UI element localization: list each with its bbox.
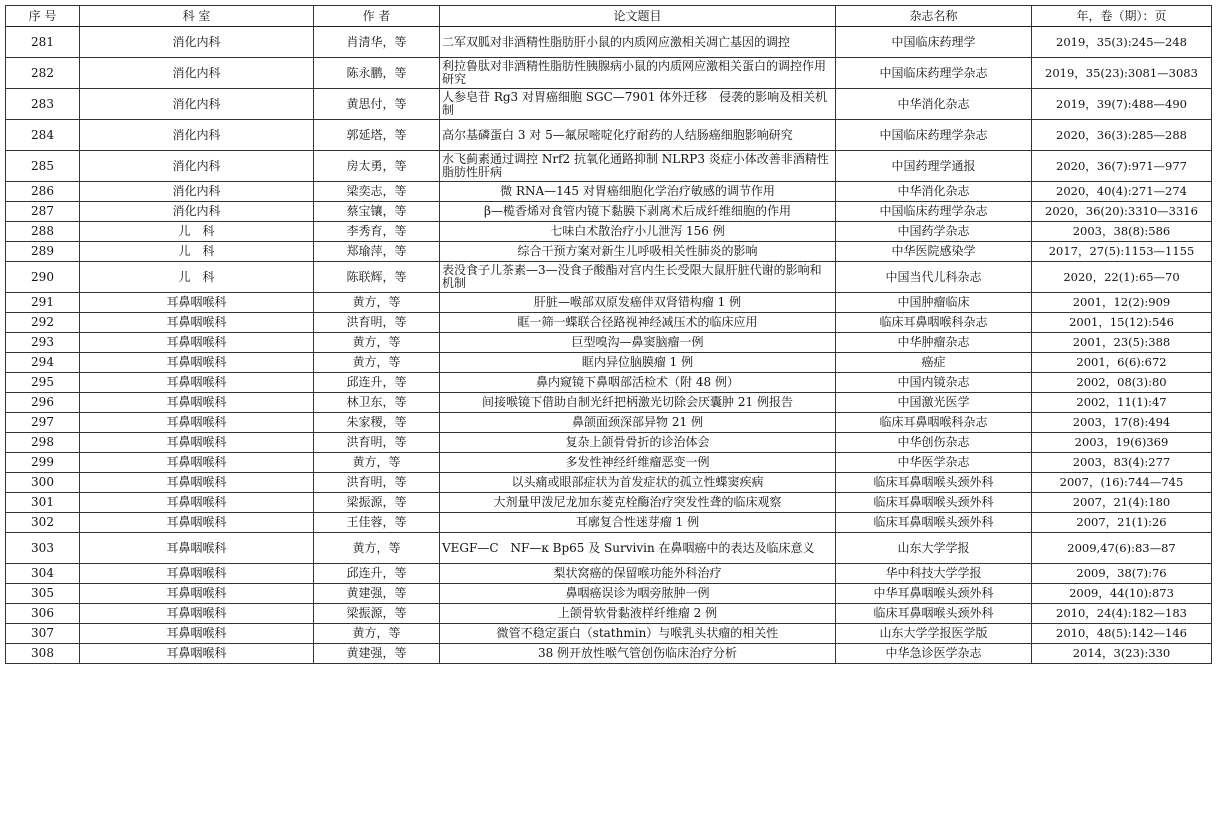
table-row bbox=[6, 313, 1212, 333]
cell-journal: 中国肿瘤临床 bbox=[836, 293, 1032, 313]
cell-author: 李秀育，等 bbox=[314, 222, 440, 242]
cell-department: 耳鼻咽喉科 bbox=[80, 533, 314, 564]
cell-department: 耳鼻咽喉科 bbox=[80, 333, 314, 353]
table-row bbox=[6, 120, 1212, 151]
cell-citation: 2007，21(1):26 bbox=[1032, 513, 1212, 533]
cell-citation: 2014，3(23):330 bbox=[1032, 644, 1212, 664]
cell-author: 黄方，等 bbox=[314, 453, 440, 473]
cell-author: 黄建强，等 bbox=[314, 584, 440, 604]
cell-citation: 2003，83(4):277 bbox=[1032, 453, 1212, 473]
cell-author: 洪育明，等 bbox=[314, 313, 440, 333]
cell-journal: 中国临床药理学杂志 bbox=[836, 58, 1032, 89]
cell-paper-title: 复杂上颌骨骨折的诊治体会 bbox=[440, 433, 836, 453]
cell-paper-title: β—榄香烯对食管内镜下黏膜下剥离术后成纤维细胞的作用 bbox=[440, 202, 836, 222]
cell-journal: 临床耳鼻咽喉科杂志 bbox=[836, 413, 1032, 433]
cell-author: 黄方，等 bbox=[314, 293, 440, 313]
cell-journal: 中国临床药理学杂志 bbox=[836, 202, 1032, 222]
cell-paper-title: 鼻咽癌误诊为咽旁脓肿一例 bbox=[440, 584, 836, 604]
cell-citation: 2003，17(8):494 bbox=[1032, 413, 1212, 433]
cell-paper-title: 人参皂苷 Rg3 对胃癌细胞 SGC—7901 体外迁移 侵袭的影响及相关机制 bbox=[440, 89, 836, 120]
cell-paper-title: 微 RNA—145 对胃癌细胞化学治疗敏感的调节作用 bbox=[440, 182, 836, 202]
cell-citation: 2003，38(8):586 bbox=[1032, 222, 1212, 242]
cell-journal: 中华医学杂志 bbox=[836, 453, 1032, 473]
cell-journal: 中国当代儿科杂志 bbox=[836, 262, 1032, 293]
cell-paper-title: 二军双胍对非酒精性脂肪肝小鼠的内质网应激相关凋亡基因的调控 bbox=[440, 27, 836, 58]
cell-department: 儿 科 bbox=[80, 222, 314, 242]
cell-citation: 2020，36(7):971—977 bbox=[1032, 151, 1212, 182]
cell-number: 288 bbox=[6, 222, 80, 242]
cell-department: 耳鼻咽喉科 bbox=[80, 644, 314, 664]
cell-number: 307 bbox=[6, 624, 80, 644]
cell-citation: 2001，12(2):909 bbox=[1032, 293, 1212, 313]
cell-paper-title: 上颌骨软骨黏液样纤维瘤 2 例 bbox=[440, 604, 836, 624]
cell-journal: 中国药理学通报 bbox=[836, 151, 1032, 182]
cell-citation: 2019，39(7):488—490 bbox=[1032, 89, 1212, 120]
cell-author: 梁振源，等 bbox=[314, 604, 440, 624]
table-row bbox=[6, 333, 1212, 353]
cell-citation: 2009，44(10):873 bbox=[1032, 584, 1212, 604]
cell-author: 房太勇，等 bbox=[314, 151, 440, 182]
cell-author: 林卫东，等 bbox=[314, 393, 440, 413]
cell-author: 王佳蓉，等 bbox=[314, 513, 440, 533]
cell-journal: 中华创伤杂志 bbox=[836, 433, 1032, 453]
cell-citation: 2002，08(3):80 bbox=[1032, 373, 1212, 393]
cell-paper-title: 38 例开放性喉气管创伤临床治疗分析 bbox=[440, 644, 836, 664]
cell-department: 耳鼻咽喉科 bbox=[80, 584, 314, 604]
cell-author: 洪育明，等 bbox=[314, 433, 440, 453]
cell-number: 299 bbox=[6, 453, 80, 473]
table-row bbox=[6, 89, 1212, 120]
cell-author: 黄思付，等 bbox=[314, 89, 440, 120]
cell-journal: 临床耳鼻咽喉头颈外科 bbox=[836, 604, 1032, 624]
cell-journal: 中国临床药理学杂志 bbox=[836, 120, 1032, 151]
publication-table bbox=[5, 5, 1212, 664]
cell-journal: 中华急诊医学杂志 bbox=[836, 644, 1032, 664]
cell-paper-title: 鼻颌面颈深部异物 21 例 bbox=[440, 413, 836, 433]
cell-department: 儿 科 bbox=[80, 242, 314, 262]
table-row bbox=[6, 151, 1212, 182]
cell-citation: 2020，40(4):271—274 bbox=[1032, 182, 1212, 202]
cell-department: 儿 科 bbox=[80, 262, 314, 293]
cell-citation: 2019，35(23):3081—3083 bbox=[1032, 58, 1212, 89]
cell-number: 281 bbox=[6, 27, 80, 58]
cell-author: 肖清华，等 bbox=[314, 27, 440, 58]
table-row bbox=[6, 182, 1212, 202]
cell-citation: 2017，27(5):1153—1155 bbox=[1032, 242, 1212, 262]
cell-citation: 2019，35(3):245—248 bbox=[1032, 27, 1212, 58]
table-row bbox=[6, 27, 1212, 58]
table-row bbox=[6, 202, 1212, 222]
cell-journal: 中国药学杂志 bbox=[836, 222, 1032, 242]
cell-journal: 中华耳鼻咽喉头颈外科 bbox=[836, 584, 1032, 604]
cell-number: 301 bbox=[6, 493, 80, 513]
cell-author: 陈联辉，等 bbox=[314, 262, 440, 293]
cell-number: 293 bbox=[6, 333, 80, 353]
cell-department: 消化内科 bbox=[80, 89, 314, 120]
table-row bbox=[6, 393, 1212, 413]
cell-paper-title: 水飞蓟素通过调控 Nrf2 抗氧化通路抑制 NLRP3 炎症小体改善非酒精性脂肪性肝病 bbox=[440, 151, 836, 182]
cell-number: 294 bbox=[6, 353, 80, 373]
cell-journal: 山东大学学报 bbox=[836, 533, 1032, 564]
cell-number: 295 bbox=[6, 373, 80, 393]
cell-journal: 中华消化杂志 bbox=[836, 89, 1032, 120]
cell-citation: 2020，36(20):3310—3316 bbox=[1032, 202, 1212, 222]
cell-department: 消化内科 bbox=[80, 120, 314, 151]
table-row bbox=[6, 584, 1212, 604]
cell-citation: 2001，6(6):672 bbox=[1032, 353, 1212, 373]
cell-paper-title: 眶内异位脑膜瘤 1 例 bbox=[440, 353, 836, 373]
table-row bbox=[6, 433, 1212, 453]
cell-number: 282 bbox=[6, 58, 80, 89]
cell-department: 耳鼻咽喉科 bbox=[80, 373, 314, 393]
cell-department: 耳鼻咽喉科 bbox=[80, 293, 314, 313]
cell-citation: 2001，15(12):546 bbox=[1032, 313, 1212, 333]
cell-number: 300 bbox=[6, 473, 80, 493]
cell-number: 285 bbox=[6, 151, 80, 182]
cell-paper-title: 多发性神经纤维瘤恶变一例 bbox=[440, 453, 836, 473]
cell-department: 消化内科 bbox=[80, 202, 314, 222]
cell-paper-title: 七味白术散治疗小儿泄泻 156 例 bbox=[440, 222, 836, 242]
cell-number: 304 bbox=[6, 564, 80, 584]
cell-paper-title: 间接喉镜下借助自制光纤把柄激光切除会厌囊肿 21 例报告 bbox=[440, 393, 836, 413]
cell-author: 郑瑜萍，等 bbox=[314, 242, 440, 262]
cell-department: 耳鼻咽喉科 bbox=[80, 313, 314, 333]
cell-department: 耳鼻咽喉科 bbox=[80, 413, 314, 433]
cell-paper-title: 鼻内窥镜下鼻咽部活检术（附 48 例） bbox=[440, 373, 836, 393]
cell-paper-title: 微管不稳定蛋白（stathmin）与喉乳头状瘤的相关性 bbox=[440, 624, 836, 644]
table-row bbox=[6, 453, 1212, 473]
cell-journal: 临床耳鼻咽喉头颈外科 bbox=[836, 493, 1032, 513]
cell-department: 耳鼻咽喉科 bbox=[80, 433, 314, 453]
cell-citation: 2009,47(6):83—87 bbox=[1032, 533, 1212, 564]
cell-citation: 2007，(16):744—745 bbox=[1032, 473, 1212, 493]
header-cite: 年，卷（期）：页 bbox=[1032, 6, 1212, 27]
cell-journal: 山东大学学报医学版 bbox=[836, 624, 1032, 644]
table-row bbox=[6, 222, 1212, 242]
cell-number: 284 bbox=[6, 120, 80, 151]
cell-paper-title: VEGF—C NF—κ Bp65 及 Survivin 在鼻咽癌中的表达及临床意义 bbox=[440, 533, 836, 564]
cell-department: 耳鼻咽喉科 bbox=[80, 624, 314, 644]
cell-department: 耳鼻咽喉科 bbox=[80, 453, 314, 473]
cell-number: 296 bbox=[6, 393, 80, 413]
cell-author: 朱家稷，等 bbox=[314, 413, 440, 433]
cell-department: 消化内科 bbox=[80, 151, 314, 182]
cell-number: 308 bbox=[6, 644, 80, 664]
table-row bbox=[6, 533, 1212, 564]
cell-department: 耳鼻咽喉科 bbox=[80, 353, 314, 373]
cell-author: 黄方，等 bbox=[314, 353, 440, 373]
cell-paper-title: 综合干预方案对新生儿呼吸相关性肺炎的影响 bbox=[440, 242, 836, 262]
table-row bbox=[6, 293, 1212, 313]
header-author: 作 者 bbox=[314, 6, 440, 27]
header-journal: 杂志名称 bbox=[836, 6, 1032, 27]
cell-author: 郭延塔，等 bbox=[314, 120, 440, 151]
cell-citation: 2020，22(1):65—70 bbox=[1032, 262, 1212, 293]
cell-journal: 中国激光医学 bbox=[836, 393, 1032, 413]
cell-author: 黄方，等 bbox=[314, 533, 440, 564]
cell-paper-title: 梨状窝癌的保留喉功能外科治疗 bbox=[440, 564, 836, 584]
cell-citation: 2009，38(7):76 bbox=[1032, 564, 1212, 584]
cell-paper-title: 巨型嗅沟—鼻窦脑瘤一例 bbox=[440, 333, 836, 353]
cell-department: 耳鼻咽喉科 bbox=[80, 564, 314, 584]
cell-number: 303 bbox=[6, 533, 80, 564]
cell-author: 黄方，等 bbox=[314, 624, 440, 644]
cell-paper-title: 大剂量甲泼尼龙加东菱克栓酶治疗突发性聋的临床观察 bbox=[440, 493, 836, 513]
cell-journal: 华中科技大学学报 bbox=[836, 564, 1032, 584]
cell-number: 291 bbox=[6, 293, 80, 313]
cell-journal: 临床耳鼻咽喉头颈外科 bbox=[836, 473, 1032, 493]
table-row bbox=[6, 493, 1212, 513]
cell-number: 302 bbox=[6, 513, 80, 533]
cell-journal: 中国临床药理学 bbox=[836, 27, 1032, 58]
cell-number: 306 bbox=[6, 604, 80, 624]
cell-paper-title: 表没食子儿茶素—3—没食子酸酯对宫内生长受限大鼠肝脏代谢的影响和机制 bbox=[440, 262, 836, 293]
table-row bbox=[6, 353, 1212, 373]
cell-journal: 中华肿瘤杂志 bbox=[836, 333, 1032, 353]
table-row bbox=[6, 564, 1212, 584]
header-dept: 科 室 bbox=[80, 6, 314, 27]
table-row bbox=[6, 242, 1212, 262]
cell-number: 283 bbox=[6, 89, 80, 120]
cell-citation: 2007，21(4):180 bbox=[1032, 493, 1212, 513]
table-row bbox=[6, 413, 1212, 433]
cell-paper-title: 以头痛或眼部症状为首发症状的孤立性蝶窦疾病 bbox=[440, 473, 836, 493]
table-row bbox=[6, 58, 1212, 89]
cell-author: 邱连升，等 bbox=[314, 373, 440, 393]
cell-department: 耳鼻咽喉科 bbox=[80, 513, 314, 533]
cell-author: 梁奕志，等 bbox=[314, 182, 440, 202]
cell-department: 耳鼻咽喉科 bbox=[80, 604, 314, 624]
cell-author: 蔡宝镶，等 bbox=[314, 202, 440, 222]
cell-department: 耳鼻咽喉科 bbox=[80, 493, 314, 513]
cell-department: 消化内科 bbox=[80, 182, 314, 202]
cell-number: 298 bbox=[6, 433, 80, 453]
cell-author: 黄建强，等 bbox=[314, 644, 440, 664]
table-header bbox=[6, 6, 1212, 27]
cell-journal: 中华医院感染学 bbox=[836, 242, 1032, 262]
cell-citation: 2003，19(6)369 bbox=[1032, 433, 1212, 453]
cell-author: 梁振源，等 bbox=[314, 493, 440, 513]
cell-number: 287 bbox=[6, 202, 80, 222]
cell-department: 耳鼻咽喉科 bbox=[80, 393, 314, 413]
cell-journal: 临床耳鼻咽喉科杂志 bbox=[836, 313, 1032, 333]
table-row bbox=[6, 644, 1212, 664]
header-row bbox=[6, 6, 1212, 27]
cell-number: 297 bbox=[6, 413, 80, 433]
cell-journal: 癌症 bbox=[836, 353, 1032, 373]
cell-journal: 中华消化杂志 bbox=[836, 182, 1032, 202]
cell-journal: 临床耳鼻咽喉头颈外科 bbox=[836, 513, 1032, 533]
cell-number: 290 bbox=[6, 262, 80, 293]
table-row bbox=[6, 624, 1212, 644]
cell-department: 消化内科 bbox=[80, 58, 314, 89]
table-row bbox=[6, 262, 1212, 293]
cell-author: 洪育明，等 bbox=[314, 473, 440, 493]
cell-number: 292 bbox=[6, 313, 80, 333]
cell-paper-title: 肝脏—喉部双原发癌伴双肾错构瘤 1 例 bbox=[440, 293, 836, 313]
cell-paper-title: 利拉鲁肽对非酒精性脂肪性胰腺病小鼠的内质网应激相关蛋白的调控作用研究 bbox=[440, 58, 836, 89]
cell-number: 286 bbox=[6, 182, 80, 202]
cell-number: 305 bbox=[6, 584, 80, 604]
header-title: 论文题目 bbox=[440, 6, 836, 27]
cell-paper-title: 高尔基磷蛋白 3 对 5—氟尿嘧啶化疗耐药的人结肠癌细胞影响研究 bbox=[440, 120, 836, 151]
cell-citation: 2001，23(5):388 bbox=[1032, 333, 1212, 353]
cell-paper-title: 耳廓复合性迷芽瘤 1 例 bbox=[440, 513, 836, 533]
cell-number: 289 bbox=[6, 242, 80, 262]
cell-citation: 2002，11(1):47 bbox=[1032, 393, 1212, 413]
table-row bbox=[6, 373, 1212, 393]
table-row bbox=[6, 604, 1212, 624]
cell-department: 消化内科 bbox=[80, 27, 314, 58]
table-body bbox=[6, 27, 1212, 664]
cell-department: 耳鼻咽喉科 bbox=[80, 473, 314, 493]
cell-citation: 2020，36(3):285—288 bbox=[1032, 120, 1212, 151]
table-row bbox=[6, 473, 1212, 493]
cell-paper-title: 眶一筛一蝶联合径路视神经减压术的临床应用 bbox=[440, 313, 836, 333]
table-row bbox=[6, 513, 1212, 533]
cell-journal: 中国内镜杂志 bbox=[836, 373, 1032, 393]
header-no: 序 号 bbox=[6, 6, 80, 27]
cell-author: 陈永鹏，等 bbox=[314, 58, 440, 89]
cell-citation: 2010，48(5):142—146 bbox=[1032, 624, 1212, 644]
cell-author: 邱连升，等 bbox=[314, 564, 440, 584]
cell-author: 黄方，等 bbox=[314, 333, 440, 353]
cell-citation: 2010，24(4):182—183 bbox=[1032, 604, 1212, 624]
